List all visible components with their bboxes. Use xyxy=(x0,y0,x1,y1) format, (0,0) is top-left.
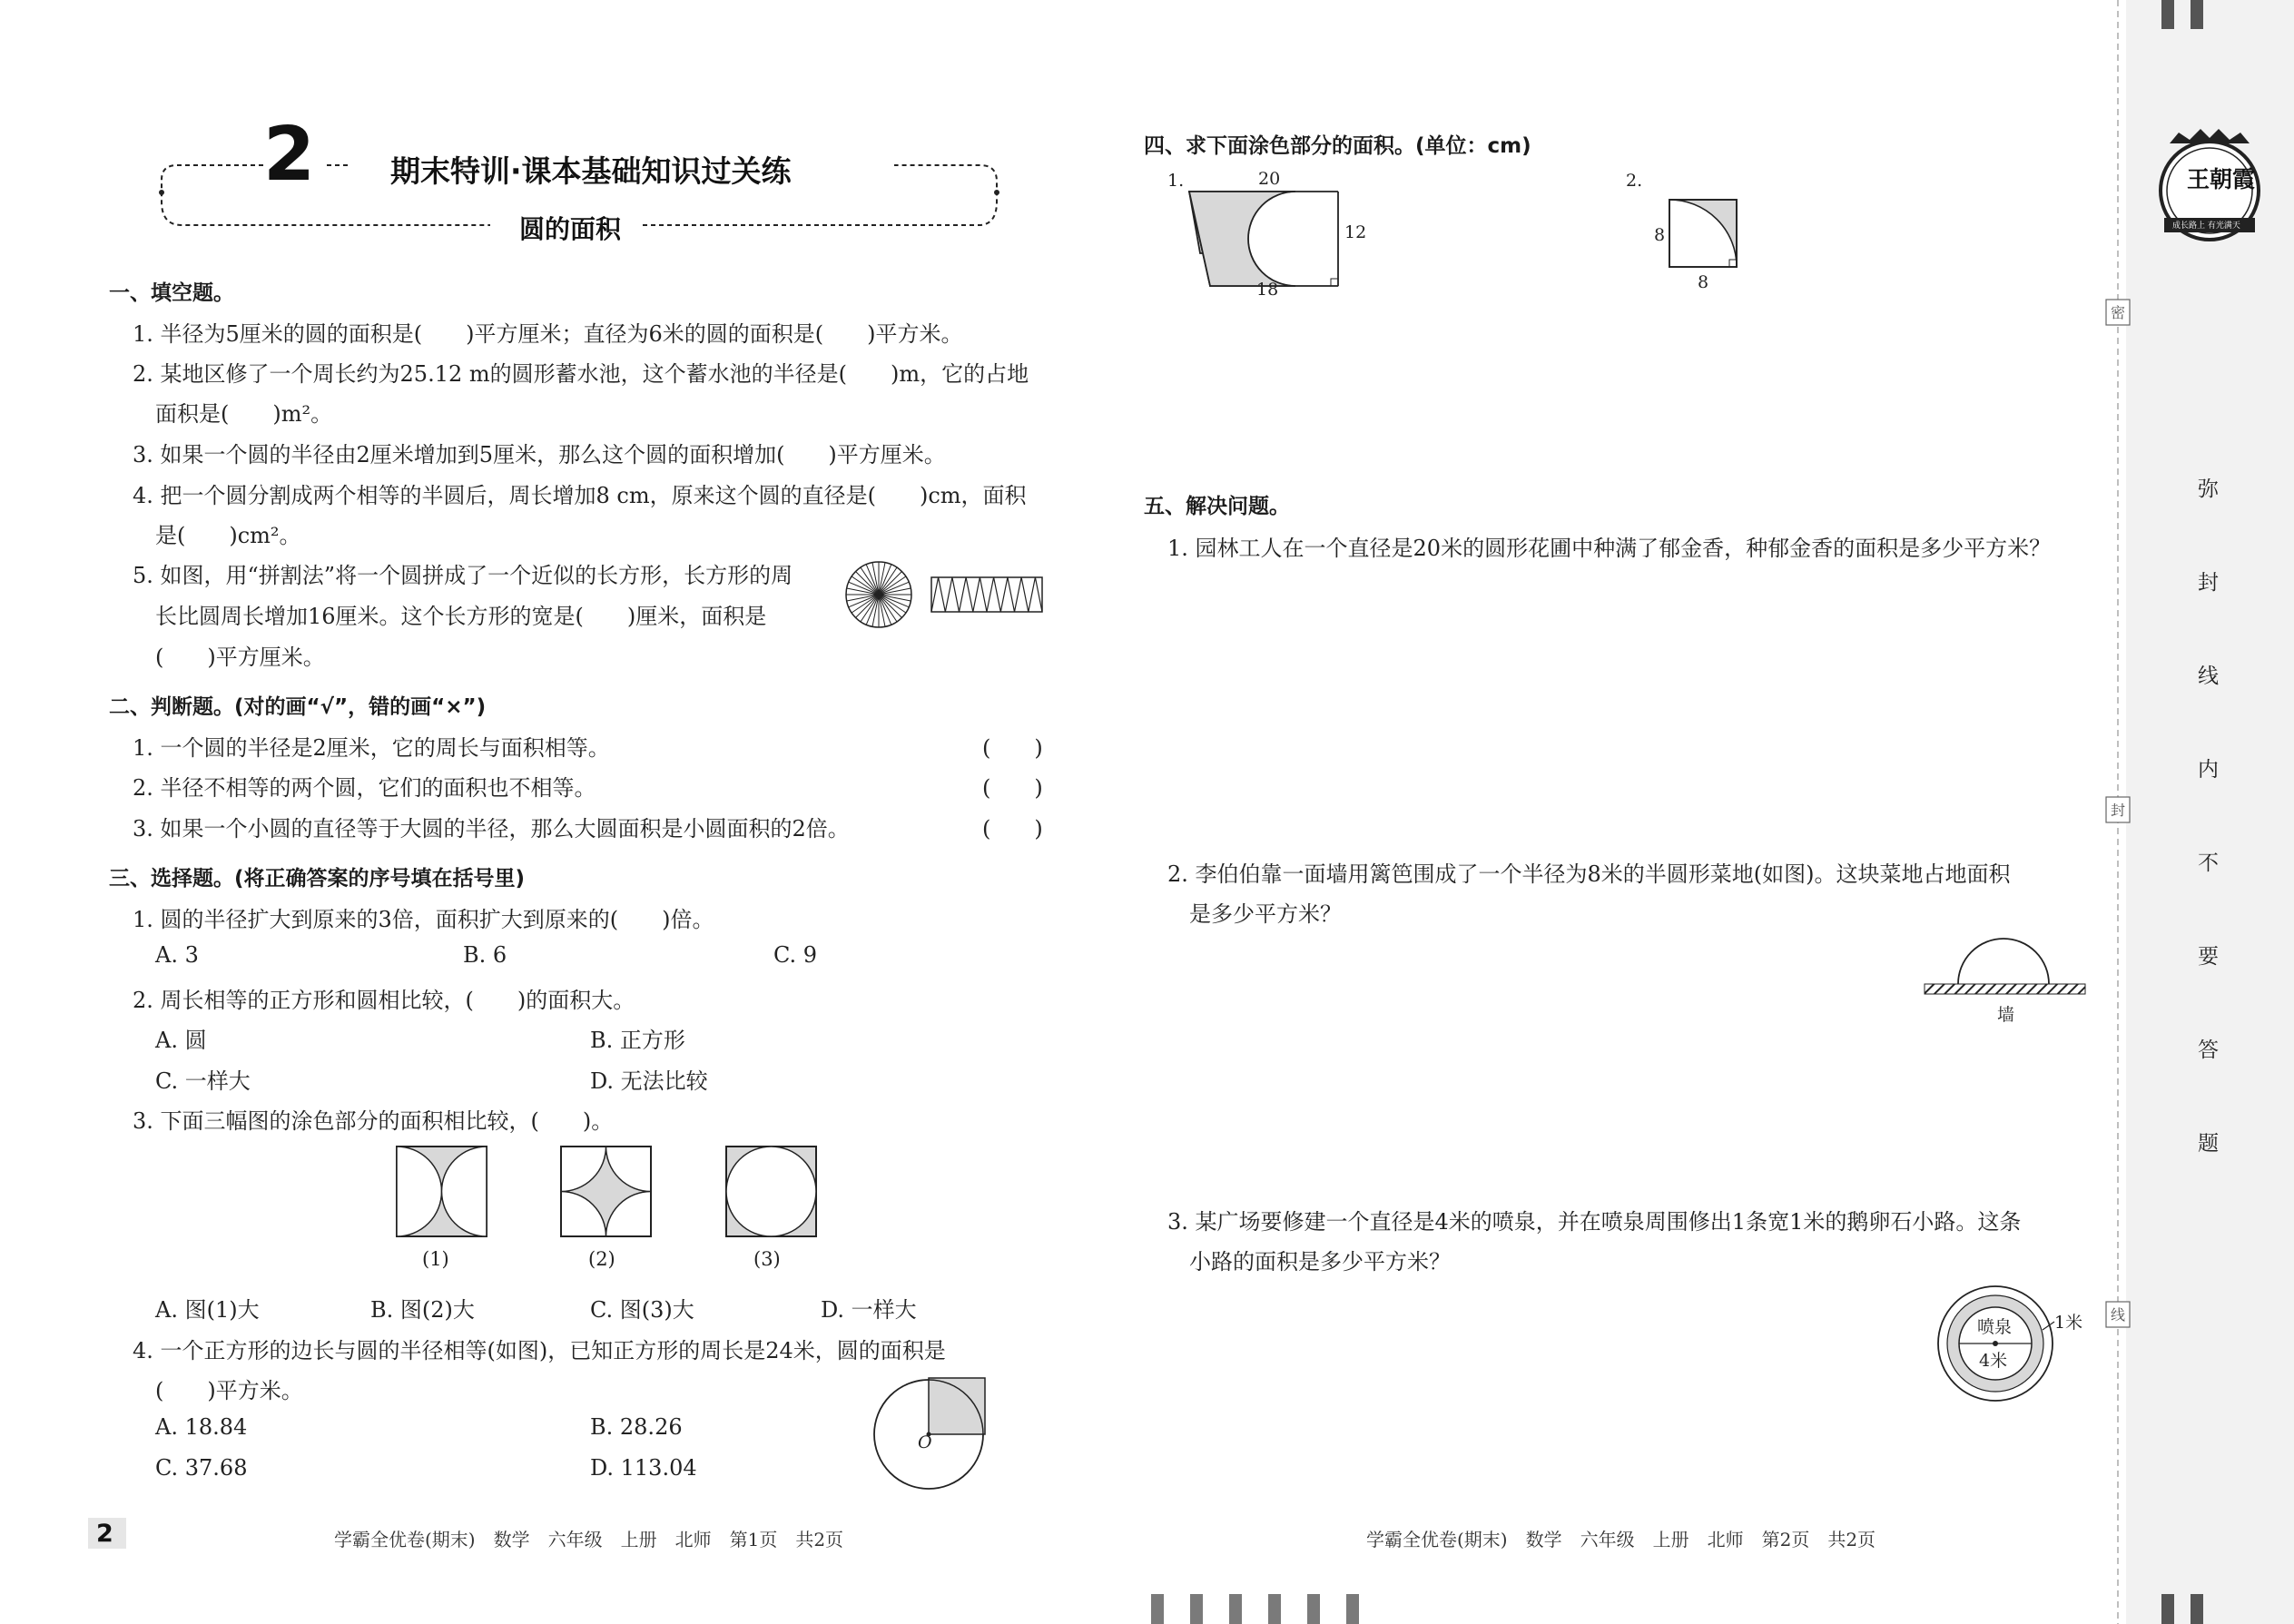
binding-mark-mi: 密 xyxy=(2110,304,2125,321)
shaded-figure-1 xyxy=(397,1147,487,1236)
shaded-figure-3 xyxy=(726,1147,816,1236)
binding-char-5: 不 xyxy=(2198,851,2219,875)
problem-q1: 1. 园林工人在一个直径是20米的圆形花圃中种满了郁金香，种郁金香的面积是多少平方米？ xyxy=(1167,536,2052,561)
fig1-right-label: 12 xyxy=(1344,222,1367,242)
figure-label-2: (2) xyxy=(588,1248,615,1270)
choice-q4-opt-d: D. 113.04 xyxy=(590,1455,697,1481)
choice-q3-opt-d: D. 一样大 xyxy=(821,1297,917,1323)
problem-q3-line2: 小路的面积是多少平方米？ xyxy=(1189,1249,1451,1275)
unit-number: 2 xyxy=(263,112,316,198)
choice-q4-opt-b: B. 28.26 xyxy=(590,1414,683,1440)
judge-q2-paren: ( ) xyxy=(982,775,1043,801)
choice-q2: 2. 周长相等的正方形和圆相比较，( )的面积大。 xyxy=(133,988,635,1013)
binding-char-7: 答 xyxy=(2198,1038,2219,1062)
page-title: 期末特训·课本基础知识过关练 xyxy=(390,153,792,189)
logo-text: 王朝霞 xyxy=(2187,166,2256,192)
binding-char-6: 要 xyxy=(2198,945,2219,969)
binding-char-1: 弥 xyxy=(2198,477,2219,501)
figure-label-1: (1) xyxy=(422,1248,449,1270)
choice-q4-opt-a: A. 18.84 xyxy=(155,1414,248,1440)
wall-label: 墙 xyxy=(1997,1005,2015,1025)
choice-q1-opt-b: B. 6 xyxy=(463,942,507,968)
problem-q3-line1: 3. 某广场要修建一个直径是4米的喷泉，并在喷泉周围修出1条宽1米的鹅卵石小路。这条 xyxy=(1167,1209,2022,1235)
binding-char-8: 题 xyxy=(2198,1132,2219,1156)
choice-q4-opt-c: C. 37.68 xyxy=(155,1455,248,1481)
fig1-top-label: 20 xyxy=(1258,169,1281,189)
footer-left: 学霸全优卷(期末) 数学 六年级 上册 北师 第1页 共2页 xyxy=(334,1529,844,1550)
choice-q3-opt-c: C. 图(3)大 xyxy=(590,1297,694,1323)
fountain-diameter-label: 4米 xyxy=(1979,1351,2008,1371)
shaded-figure-2 xyxy=(561,1147,651,1236)
figure-label-3: (3) xyxy=(753,1248,781,1270)
fill-q1: 1. 半径为5厘米的圆的面积是( )平方厘米；直径为6米的圆的面积是( )平方米。 xyxy=(133,321,963,347)
choice-q1-opt-c: C. 9 xyxy=(773,942,818,968)
footer-right: 学霸全优卷(期末) 数学 六年级 上册 北师 第2页 共2页 xyxy=(1366,1529,1876,1550)
choice-q3-opt-b: B. 图(2)大 xyxy=(370,1297,475,1323)
path-width-label: 1米 xyxy=(2054,1313,2083,1333)
square-quarter-figure xyxy=(1669,200,1737,267)
sector-circle-figure xyxy=(846,562,911,627)
judge-q2: 2. 半径不相等的两个圆，它们的面积也不相等。 xyxy=(133,775,596,801)
section-judge-heading: 二、判断题。(对的画“√”，错的画“×”) xyxy=(109,695,487,719)
fountain-label: 喷泉 xyxy=(1977,1317,2013,1337)
fig2-bottom-label: 8 xyxy=(1698,272,1709,292)
binding-char-2: 封 xyxy=(2198,571,2219,595)
page-subtitle: 圆的面积 xyxy=(519,214,622,244)
choice-q1: 1. 圆的半径扩大到原来的3倍，面积扩大到原来的( )倍。 xyxy=(133,907,714,932)
choice-q2-opt-a: A. 圆 xyxy=(155,1028,207,1053)
choice-q1-opt-a: A. 3 xyxy=(155,942,199,968)
judge-q1: 1. 一个圆的半径是2厘米，它的周长与面积相等。 xyxy=(133,735,610,761)
fill-q4-line2: 是( )cm²。 xyxy=(155,523,301,548)
fig1-number: 1. xyxy=(1167,171,1185,191)
bottom-tick-marks xyxy=(1151,1594,1359,1624)
circle-center-label: O xyxy=(918,1432,932,1452)
section-shaded-area-heading: 四、求下面涂色部分的面积。(单位：cm) xyxy=(1144,134,1531,158)
problem-q2-line2: 是多少平方米？ xyxy=(1189,901,1342,927)
section-fill-blank-heading: 一、填空题。 xyxy=(109,281,234,305)
section-choice-heading: 三、选择题。(将正确答案的序号填在括号里) xyxy=(109,867,526,891)
binding-mark-xian: 线 xyxy=(2110,1306,2125,1324)
trapezoid-semicircle-figure xyxy=(1189,192,1338,286)
choice-q4-line2: ( )平方米。 xyxy=(155,1378,303,1403)
fill-q5-line1: 5. 如图，用“拼割法”将一个圆拼成了一个近似的长方形，长方形的周 xyxy=(133,563,793,588)
fill-q3: 3. 如果一个圆的半径由2厘米增加到5厘米，那么这个圆的面积增加( )平方厘米。 xyxy=(133,442,946,468)
fill-q5-line3: ( )平方厘米。 xyxy=(155,645,325,670)
fig1-bottom-label: 18 xyxy=(1256,280,1279,300)
logo-slogan: 成长路上 有光满天 xyxy=(2172,221,2240,231)
binding-char-4: 内 xyxy=(2198,758,2219,782)
section-problems-heading: 五、解决问题。 xyxy=(1144,495,1290,518)
binding-char-3: 线 xyxy=(2198,664,2219,688)
binding-strip xyxy=(2126,0,2294,1624)
cut-rectangle-figure xyxy=(931,577,1042,612)
judge-q3-paren: ( ) xyxy=(982,816,1043,842)
fig2-number: 2. xyxy=(1626,171,1643,191)
fountain-path-figure xyxy=(1938,1286,2054,1401)
choice-q2-opt-b: B. 正方形 xyxy=(590,1028,685,1053)
page-badge: 2 xyxy=(96,1520,113,1548)
semicircle-wall-figure xyxy=(1925,939,2085,994)
judge-q3: 3. 如果一个小圆的直径等于大圆的半径，那么大圆面积是小圆面积的2倍。 xyxy=(133,816,850,842)
fill-q5-line2: 长比圆周长增加16厘米。这个长方形的宽是( )厘米，面积是 xyxy=(155,604,767,629)
fig2-left-label: 8 xyxy=(1654,225,1666,245)
binding-mark-feng: 封 xyxy=(2110,802,2125,819)
problem-q2-line1: 2. 李伯伯靠一面墙用篱笆围成了一个半径为8米的半圆形菜地(如图)。这块菜地占地面积 xyxy=(1167,861,2011,887)
fill-q2-line2: 面积是( )m²。 xyxy=(155,401,333,427)
judge-q1-paren: ( ) xyxy=(982,735,1043,761)
choice-q3: 3. 下面三幅图的涂色部分的面积相比较，( )。 xyxy=(133,1108,614,1134)
fill-q2-line1: 2. 某地区修了一个周长约为25.12 m的圆形蓄水池，这个蓄水池的半径是( )m，它的占地 xyxy=(133,361,1029,387)
choice-q2-opt-c: C. 一样大 xyxy=(155,1068,251,1094)
choice-q3-opt-a: A. 图(1)大 xyxy=(155,1297,260,1323)
choice-q4-line1: 4. 一个正方形的边长与圆的半径相等(如图)，已知正方形的周长是24米，圆的面积是 xyxy=(133,1338,946,1363)
choice-q2-opt-d: D. 无法比较 xyxy=(590,1068,708,1094)
fill-q4-line1: 4. 把一个圆分割成两个相等的半圆后，周长增加8 cm，原来这个圆的直径是( )cm，面积 xyxy=(133,483,1027,508)
